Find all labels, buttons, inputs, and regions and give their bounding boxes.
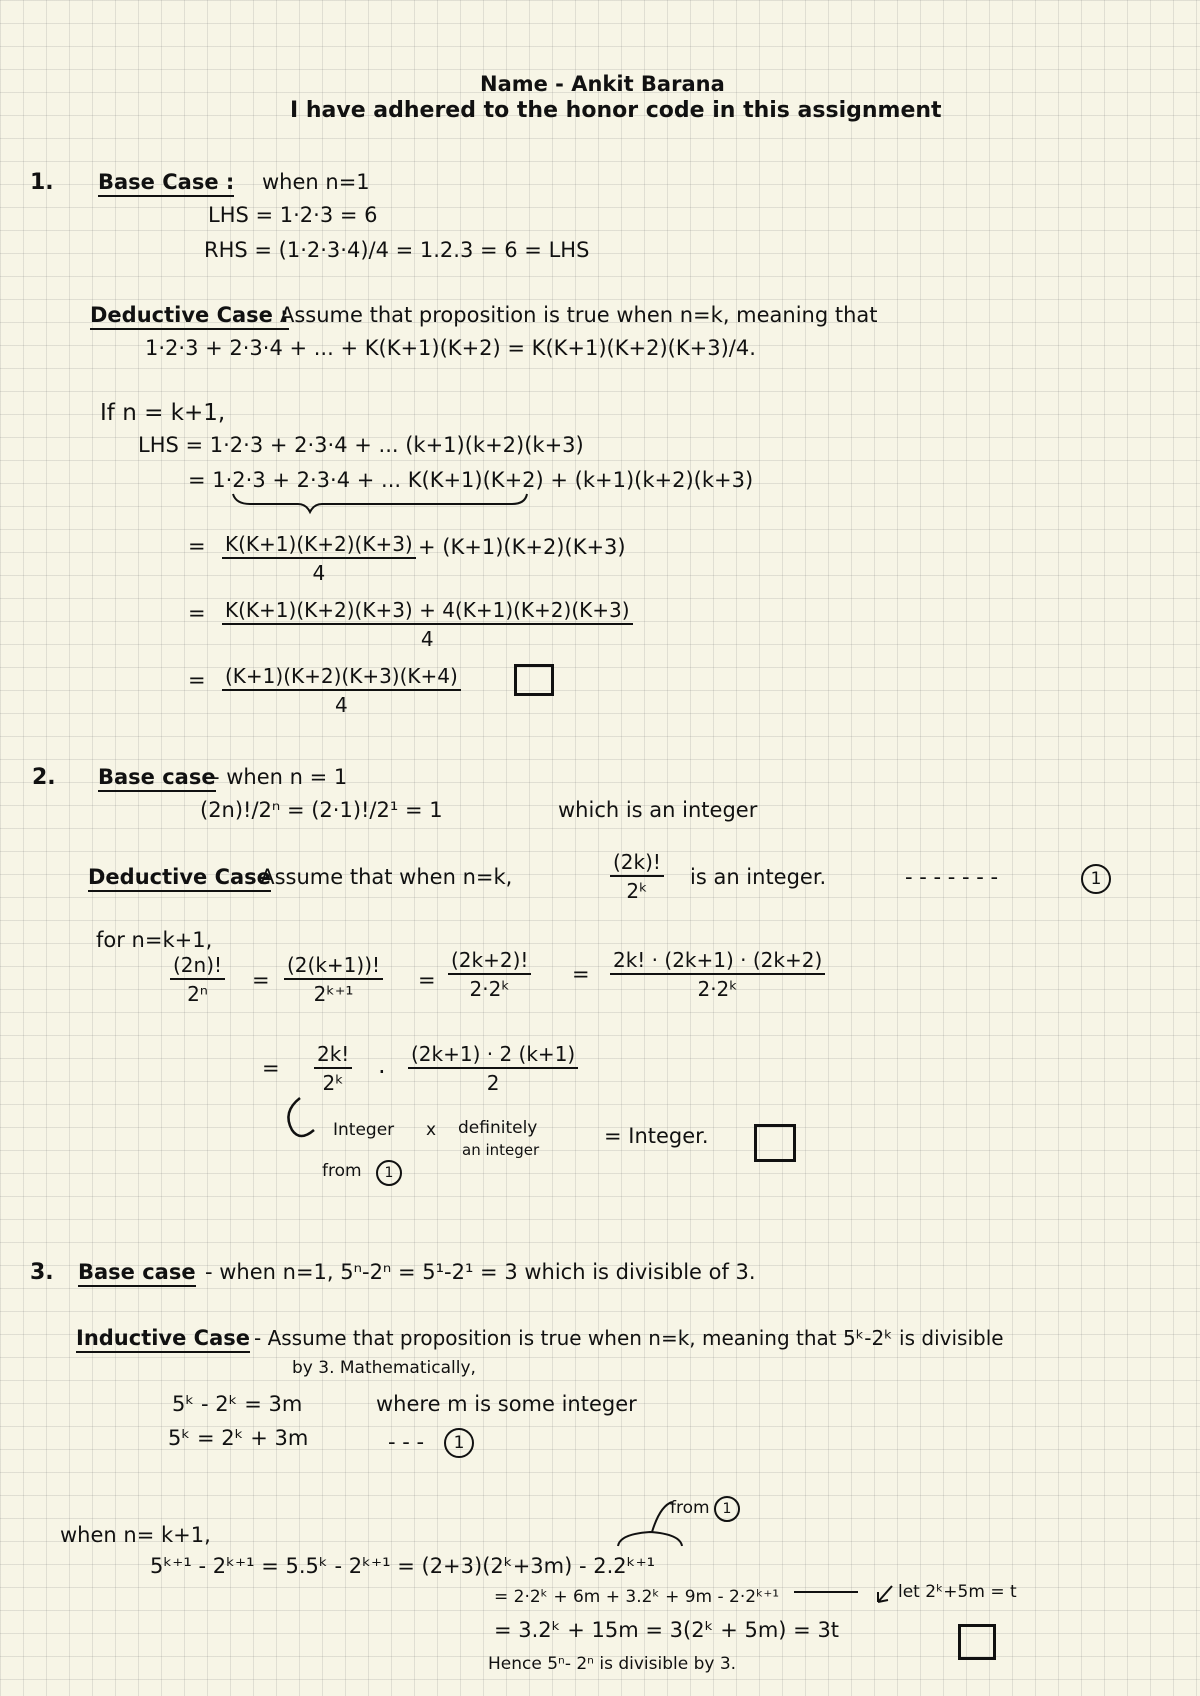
- fraction-numerator: (2k)!: [610, 852, 664, 877]
- fraction-denominator: 4: [335, 693, 348, 717]
- problem-3-ref-1: 1: [444, 1428, 474, 1458]
- honor-code-line: I have adhered to the honor code in this assignment: [290, 98, 942, 123]
- problem-2-dot: ·: [378, 1058, 386, 1086]
- problem-1-if-line: If n = k+1,: [100, 400, 226, 426]
- problem-1-deductive-equation: 1·2·3 + 2·3·4 + ... + K(K+1)(K+2) = K(K+1)(K+2)(K+3)/4.: [145, 336, 756, 360]
- problem-3-eq-1: 5ᵏ - 2ᵏ = 3m: [172, 1392, 303, 1416]
- underbrace-icon: [233, 494, 527, 512]
- problem-1-eq-sign-2: =: [188, 534, 206, 558]
- problem-3-inductive-text-2: by 3. Mathematically,: [292, 1358, 476, 1378]
- fraction-denominator: 2·2ᵏ: [469, 977, 510, 1001]
- problem-1-deductive-label: Deductive Case :: [90, 305, 289, 330]
- fraction-numerator: (2k+2)!: [448, 950, 531, 975]
- problem-2-deductive-label: Deductive Case: [88, 867, 271, 892]
- fraction-denominator: 2ᵏ: [626, 879, 648, 903]
- problem-3-eq-2: 5ᵏ = 2ᵏ + 3m: [168, 1426, 309, 1450]
- problem-3-inductive-text: - Assume that proposition is true when n=k, meaning that 5ᵏ-2ᵏ is divisible: [254, 1326, 1004, 1350]
- problem-3-from-label: from: [670, 1498, 710, 1518]
- fraction-denominator: 2·2ᵏ: [697, 977, 738, 1001]
- problem-3-base-label: Base case: [78, 1262, 196, 1287]
- problem-2-eq-2: =: [418, 968, 436, 992]
- problem-3-eq-2-dashes: - - -: [388, 1430, 425, 1454]
- problem-3-number: 3.: [30, 1260, 54, 1285]
- fraction-numerator: 2k!: [314, 1044, 352, 1069]
- problem-2-base-condition: - when n = 1: [212, 765, 348, 789]
- problem-1-step-1: = 1·2·3 + 2·3·4 + ... K(K+1)(K+2) + (k+1)(k+2)(k+3): [188, 468, 754, 492]
- problem-3-eq-1-note: where m is some integer: [376, 1392, 637, 1416]
- problem-2-an-integer: an integer: [462, 1141, 540, 1159]
- problem-2-from-label: from: [322, 1161, 362, 1181]
- problem-1-rhs: RHS = (1·2·3·4)/4 = 1.2.3 = 6 = LHS: [204, 238, 590, 262]
- problem-2-deductive-pre: - Assume that when n=k,: [246, 865, 513, 889]
- fraction-denominator: 4: [420, 627, 434, 651]
- problem-2-number: 2.: [32, 765, 56, 790]
- problem-2-eq-1: =: [252, 968, 270, 992]
- problem-2-base-label: Base case: [98, 767, 216, 792]
- fraction-denominator: 2ᵏ: [322, 1071, 344, 1095]
- problem-2-integer-word: Integer: [333, 1120, 395, 1140]
- fraction-denominator: 2ᵏ⁺¹: [313, 982, 354, 1006]
- problem-1-lhs-step: LHS = 1·2·3 + 2·3·4 + ... (k+1)(k+2)(k+3): [138, 433, 584, 457]
- problem-3-ref-1c: 1: [714, 1496, 740, 1522]
- fraction-numerator: (2(k+1))!: [284, 955, 383, 980]
- fraction-numerator: K(K+1)(K+2)(K+3): [222, 534, 416, 559]
- problem-3-step-2: = 2·2ᵏ + 6m + 3.2ᵏ + 9m - 2·2ᵏ⁺¹: [494, 1587, 780, 1607]
- problem-1-step-2-plus: + (K+1)(K+2)(K+3): [418, 535, 626, 559]
- fraction-denominator: 2: [486, 1071, 500, 1095]
- problem-1-deductive-text: Assume that proposition is true when n=k, meaning that: [280, 303, 878, 327]
- problem-2-for-line: for n=k+1,: [96, 928, 213, 952]
- problem-2-ref-1b: 1: [376, 1160, 402, 1186]
- problem-3-conclusion: Hence 5ⁿ- 2ⁿ is divisible by 3.: [488, 1654, 737, 1674]
- fraction-numerator: K(K+1)(K+2)(K+3) + 4(K+1)(K+2)(K+3): [222, 600, 633, 625]
- name-line: Name - Ankit Barana: [480, 72, 725, 96]
- problem-2-times: x: [426, 1120, 437, 1140]
- problem-1-eq-sign-3: =: [188, 601, 206, 625]
- fraction-numerator: (2n)!: [170, 955, 225, 980]
- fraction-denominator: 2ⁿ: [187, 982, 208, 1006]
- problem-2-eq-3: =: [572, 962, 590, 986]
- curved-arrow-icon: [288, 1098, 314, 1136]
- fraction-denominator: 4: [312, 561, 326, 585]
- problem-2-base-equation: (2n)!/2ⁿ = (2·1)!/2¹ = 1: [200, 798, 443, 822]
- problem-3-when-line: when n= k+1,: [60, 1523, 211, 1547]
- problem-2-dashes: - - - - - - -: [905, 865, 999, 889]
- problem-2-definitely: definitely: [458, 1118, 538, 1138]
- problem-1-base-condition: when n=1: [262, 170, 370, 194]
- problem-3-base-text: - when n=1, 5ⁿ-2ⁿ = 5¹-2¹ = 3 which is divisible of 3.: [205, 1260, 756, 1284]
- substitution-arrow-icon: [878, 1586, 892, 1602]
- problem-1-lhs: LHS = 1·2·3 = 6: [208, 203, 378, 227]
- problem-2-base-note: which is an integer: [558, 798, 758, 822]
- problem-2-ref-1: 1: [1081, 864, 1111, 894]
- problem-3-step-1: 5ᵏ⁺¹ - 2ᵏ⁺¹ = 5.5ᵏ - 2ᵏ⁺¹ = (2+3)(2ᵏ+3m) - 2.2ᵏ⁺¹: [150, 1554, 656, 1578]
- fraction-numerator: (K+1)(K+2)(K+3)(K+4): [222, 666, 461, 691]
- fraction-numerator: (2k+1) · 2 (k+1): [408, 1044, 578, 1069]
- problem-1-base-label: Base Case :: [98, 172, 234, 197]
- brace-arrow-icon: [618, 1502, 682, 1546]
- problem-1-number: 1.: [30, 170, 54, 195]
- problem-1-eq-sign-4: =: [188, 668, 206, 692]
- problem-2-eq-4: =: [262, 1056, 280, 1080]
- problem-3-inductive-label: Inductive Case: [76, 1328, 250, 1353]
- fraction-numerator: 2k! · (2k+1) · (2k+2): [610, 950, 825, 975]
- problem-2-deductive-post: is an integer.: [690, 865, 827, 889]
- problem-3-step-3: = 3.2ᵏ + 15m = 3(2ᵏ + 5m) = 3t: [494, 1618, 840, 1642]
- problem-2-equals-integer: = Integer.: [604, 1124, 709, 1148]
- problem-3-substitution-note: let 2ᵏ+5m = t: [898, 1582, 1017, 1602]
